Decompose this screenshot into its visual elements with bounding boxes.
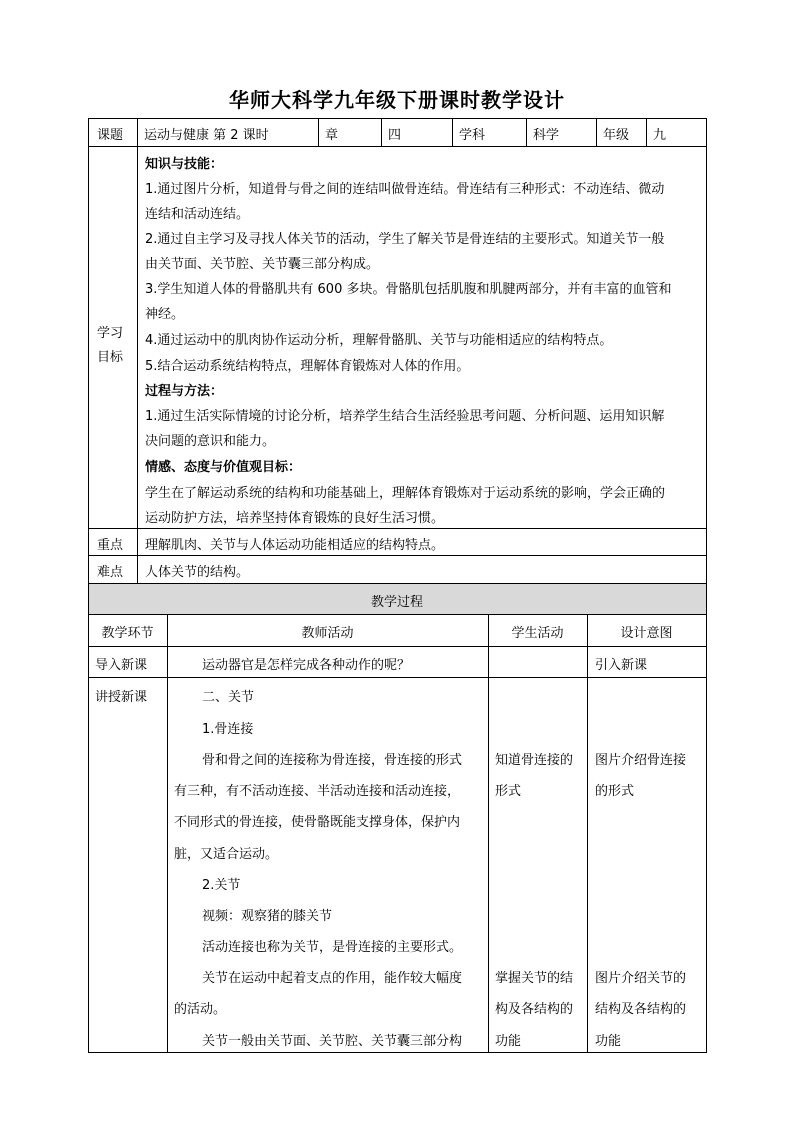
intro-teacher: 运动器官是怎样完成各种动作的呢？	[202, 658, 411, 673]
objective-line: 1.通过图片分析，知道骨与骨之间的连结叫做骨连结。骨连结有三种形式：不动连结、微动	[145, 182, 665, 197]
rule	[88, 528, 707, 529]
objective-line: 学生在了解运动系统的结构和功能基础上，理解体育锻炼对于运动系统的影响，学会正确的	[145, 486, 666, 501]
subject-label: 学科	[459, 128, 486, 143]
column-header: 设计意图	[620, 626, 673, 641]
teacher-line: 关节一般由关节面、关节腔、关节囊三部分构	[202, 1034, 463, 1049]
objective-line: 由关节面、关节腔、关节囊三部分构成。	[145, 257, 380, 272]
page-title: 华师大科学九年级下册课时教学设计	[229, 88, 565, 112]
objectives-label-2: 目标	[97, 350, 124, 365]
objectives-heading: 过程与方法：	[145, 384, 224, 399]
objectives-heading: 知识与技能：	[145, 157, 224, 172]
rule	[88, 646, 707, 647]
grade-value: 九	[653, 128, 667, 143]
teacher-line: 关节在运动中起着支点的作用，能作较大幅度	[202, 971, 463, 986]
teacher-line: 不同形式的骨连接，使骨骼既能支撑身体，保护内	[174, 815, 461, 830]
difficulty-text: 人体关节的结构。	[145, 565, 250, 580]
intro-intent: 引入新课	[595, 658, 648, 673]
rule	[488, 614, 489, 1052]
subject-value: 科学	[533, 128, 560, 143]
teacher-line: 骨和骨之间的连接称为骨连接，骨连接的形式	[202, 753, 463, 768]
rule	[646, 118, 647, 146]
lesson-label: 课题	[97, 128, 124, 143]
column-header: 教学环节	[101, 626, 154, 641]
lesson-value: 运动与健康 第 2 课时	[144, 128, 269, 143]
chapter-value: 四	[388, 128, 402, 143]
rule	[587, 614, 588, 1052]
teacher-line: 视频：观察猪的膝关节	[202, 909, 333, 924]
rule	[88, 677, 707, 678]
teacher-line: 二、关节	[202, 690, 255, 705]
rule	[88, 118, 707, 119]
rule	[706, 118, 707, 1052]
rule	[88, 583, 707, 584]
lecture-stage: 讲授新课	[95, 690, 148, 705]
difficulty-label: 难点	[97, 565, 124, 580]
objective-line: 4.通过运动中的肌肉协作运动分析，理解骨骼肌、关节与功能相适应的结构特点。	[145, 333, 613, 348]
teacher-line: 1.骨连接	[202, 722, 254, 737]
objective-line: 3.学生知道人体的骨骼肌共有 600 多块。骨骼肌包括肌腹和肌腱两部分，并有丰富的血管和	[145, 282, 672, 297]
teacher-line: 脏，又适合运动。	[174, 847, 279, 862]
objective-line: 1.通过生活实际情境的讨论分析，培养学生结合生活经验思考问题、分析问题、运用知识解	[145, 409, 665, 424]
objective-line: 2.通过自主学习及寻找人体关节的活动，学生了解关节是骨连结的主要形式。知道关节一般	[145, 232, 665, 247]
rule	[88, 146, 707, 147]
student-activity-line: 掌握关节的结	[495, 971, 574, 986]
teacher-line: 活动连接也称为关节，是骨连接的主要形式。	[202, 940, 463, 955]
objectives-heading: 情感、态度与价值观目标：	[145, 460, 302, 475]
rule	[167, 614, 168, 1052]
rule	[88, 1052, 707, 1053]
key-point-label: 重点	[97, 538, 124, 553]
process-heading: 教学过程	[370, 595, 423, 610]
design-intent-line: 结构及各结构的	[595, 1002, 687, 1017]
design-intent-line: 功能	[595, 1034, 622, 1049]
objective-line: 5.结合运动系统结构特点，理解体育锻炼对人体的作用。	[145, 359, 470, 374]
teacher-line: 的活动。	[174, 1002, 227, 1017]
rule	[318, 118, 319, 146]
student-activity-line: 形式	[495, 784, 522, 799]
column-header: 学生活动	[511, 626, 564, 641]
grade-label: 年级	[603, 128, 630, 143]
column-header: 教师活动	[301, 626, 354, 641]
chapter-label: 章	[325, 128, 339, 143]
objective-line: 神经。	[145, 307, 185, 322]
rule	[526, 118, 527, 146]
rule	[452, 118, 453, 146]
student-activity-line: 构及各结构的	[495, 1002, 574, 1017]
design-intent-line: 图片介绍骨连接	[595, 753, 687, 768]
design-intent-line: 的形式	[595, 784, 635, 799]
teacher-line: 2.关节	[202, 878, 241, 893]
rule	[137, 118, 138, 583]
rule	[88, 555, 707, 556]
objective-line: 连结和活动连结。	[145, 207, 250, 222]
objectives-label-1: 学习	[97, 326, 124, 341]
rule	[88, 614, 707, 615]
teacher-line: 有三种，有不活动连接、半活动连接和活动连接，	[174, 784, 461, 799]
rule	[88, 118, 89, 1052]
objective-line: 决问题的意识和能力。	[145, 434, 276, 449]
design-intent-line: 图片介绍关节的	[595, 971, 687, 986]
key-point-text: 理解肌肉、关节与人体运动功能相适应的结构特点。	[145, 538, 445, 553]
student-activity-line: 功能	[495, 1034, 522, 1049]
rule	[381, 118, 382, 146]
rule	[596, 118, 597, 146]
student-activity-line: 知道骨连接的	[495, 753, 574, 768]
objective-line: 运动防护方法，培养坚持体育锻炼的良好生活习惯。	[145, 511, 445, 526]
intro-stage: 导入新课	[95, 658, 148, 673]
